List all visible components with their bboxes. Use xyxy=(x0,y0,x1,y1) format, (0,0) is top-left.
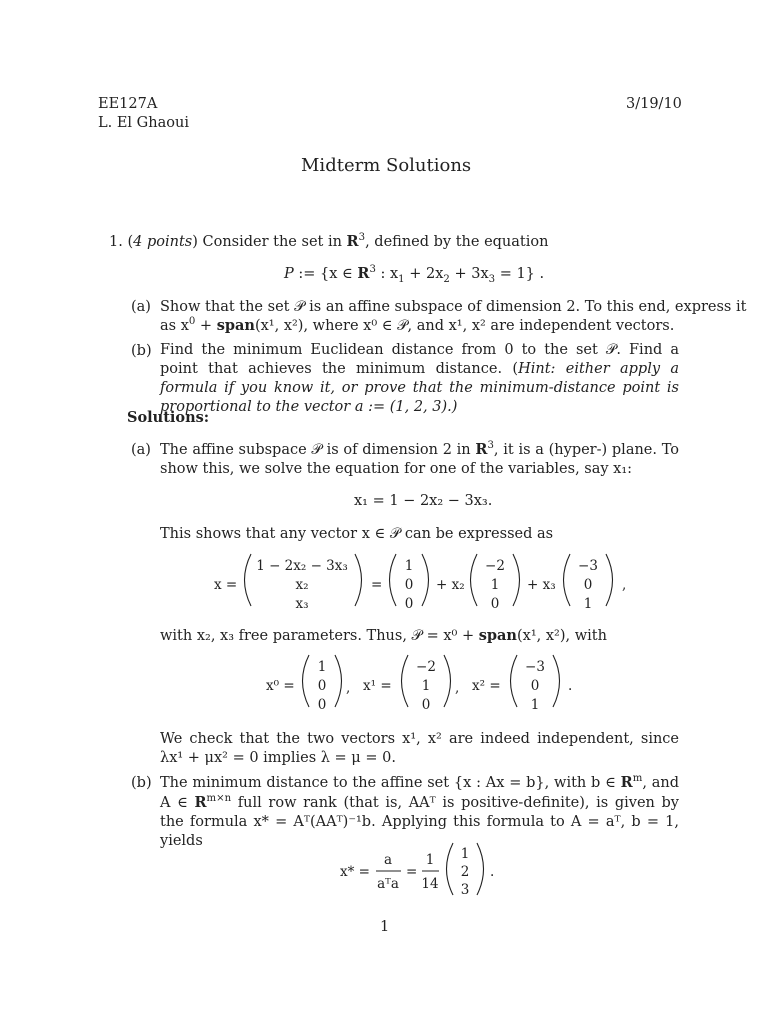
sol-a-text1: The affine subspace 𝒫 is of dimension 2 in $R^3$, it is a (hyper-) plane. To show this, we solve the equation for one of the variables, say x₁: xyxy=(160,440,680,477)
course-code: EE127A xyxy=(98,96,158,112)
sol-b-text: The minimum distance to the affine set {x : Ax = b}, with b ∈ $R^m$, and A ∈ $R^{m\times n}$ full row rank (that is, AAᵀ is positive-definite), is given by the formula x* = Aᵀ(AAᵀ)⁻¹b. Applying this formula to A = aᵀ, b = 1, yields xyxy=(160,773,680,849)
solutions-heading: Solutions: xyxy=(127,409,210,426)
set-symbol: P xyxy=(284,266,294,282)
svg-text:,: , xyxy=(622,577,627,593)
svg-text:−3: −3 xyxy=(578,558,598,574)
svg-text:1: 1 xyxy=(490,577,500,593)
svg-text:1: 1 xyxy=(425,852,435,868)
svg-text:+ x₂: + x₂ xyxy=(436,577,465,593)
svg-text:aᵀa: aᵀa xyxy=(377,876,399,892)
svg-text:1: 1 xyxy=(530,697,540,713)
svg-text:0: 0 xyxy=(317,697,327,713)
problem-number: 1. xyxy=(109,234,123,250)
svg-text:3: 3 xyxy=(460,882,470,898)
sol-a-label: (a) xyxy=(131,442,151,458)
part-b-label: (b) xyxy=(131,343,152,359)
svg-text:x² =: x² = xyxy=(472,678,501,694)
date: 3/19/10 xyxy=(626,96,682,112)
svg-text:+ x₃: + x₃ xyxy=(527,577,556,593)
svg-text:x =: x = xyxy=(214,577,238,593)
svg-text:14: 14 xyxy=(421,876,439,892)
problem-intro: Consider the set in xyxy=(202,234,342,250)
svg-text:=: = xyxy=(406,864,418,880)
svg-text:.: . xyxy=(568,678,573,694)
page-number: 1 xyxy=(380,919,390,935)
author-name: L. El Ghaoui xyxy=(98,115,189,131)
set-mid: : x xyxy=(380,266,399,282)
svg-text:x¹ =: x¹ = xyxy=(363,678,392,694)
part-a-line2: as $x^0$ + span(x¹, x²), where x⁰ ∈ 𝒫, and x¹, x² are independent vectors. xyxy=(160,316,675,334)
svg-text:−2: −2 xyxy=(485,558,505,574)
svg-text:0: 0 xyxy=(317,678,327,694)
svg-text:.: . xyxy=(490,864,495,880)
sol-b-label: (b) xyxy=(131,775,152,791)
svg-text:2: 2 xyxy=(460,864,470,880)
svg-text:=: = xyxy=(371,577,383,593)
svg-text:,: , xyxy=(346,680,351,696)
page-title: Midterm Solutions xyxy=(301,155,472,176)
svg-text:1: 1 xyxy=(404,558,414,574)
svg-text:x* =: x* = xyxy=(340,864,370,880)
svg-text:0: 0 xyxy=(404,577,414,593)
sol-a-text2: This shows that any vector x ∈ 𝒫 can be expressed as xyxy=(160,526,554,542)
problem-1: 1. (4 points) Consider the set in $R^3$, defined by the equation xyxy=(109,232,549,250)
svg-text:1: 1 xyxy=(583,596,593,612)
sol-a-eq1: x₁ = 1 − 2x₂ − 3x₃. xyxy=(354,493,493,509)
svg-text:0: 0 xyxy=(530,678,540,694)
svg-text:0: 0 xyxy=(490,596,500,612)
svg-text:0: 0 xyxy=(583,577,593,593)
svg-text:x⁰ =: x⁰ = xyxy=(266,678,295,694)
svg-text:1: 1 xyxy=(460,846,470,862)
part-a-label: (a) xyxy=(131,299,151,315)
svg-text:1: 1 xyxy=(421,678,431,694)
svg-text:1: 1 xyxy=(317,659,327,675)
svg-text:,: , xyxy=(455,680,460,696)
svg-text:−3: −3 xyxy=(525,659,545,675)
svg-text:x₃: x₃ xyxy=(295,596,309,612)
svg-text:1 − 2x₂ − 3x₃: 1 − 2x₂ − 3x₃ xyxy=(256,558,348,574)
svg-text:0: 0 xyxy=(404,596,414,612)
sol-a-text4: We check that the two vectors x¹, x² are indeed independent, since λx¹ + μx² = 0 implies λ = μ = 0. xyxy=(160,731,679,766)
svg-text:a: a xyxy=(383,852,393,868)
problem-intro-end: , defined by the equation xyxy=(365,234,549,250)
svg-text:−2: −2 xyxy=(416,659,436,675)
reals-symbol: R xyxy=(346,233,359,250)
svg-text:x₂: x₂ xyxy=(295,577,309,593)
part-b-text: Find the minimum Euclidean distance from 0 to the set 𝒫. Find a point that achieves the minimum distance. (Hint: either apply a formula if you know it, or prove that the minimum-distance point is proportional to the vector a := (1, 2, 3).) xyxy=(160,342,680,415)
svg-text:0: 0 xyxy=(421,697,431,713)
set-equation: P := {x ∈ $R^3$ : $x_1 + 2x_2 + 3x_3 = 1$} . xyxy=(284,264,545,285)
part-a-line1: Show that the set 𝒫 is an affine subspace of dimension 2. To this end, express it xyxy=(160,299,747,315)
sol-a-text3: with x₂, x₃ free parameters. Thus, 𝒫 = x⁰ + span(x¹, x²), with xyxy=(160,627,607,644)
problem-points: 4 points xyxy=(133,234,193,250)
set-rhs: = 1} . xyxy=(499,266,545,282)
set-lhs: := {x ∈ xyxy=(298,266,353,282)
